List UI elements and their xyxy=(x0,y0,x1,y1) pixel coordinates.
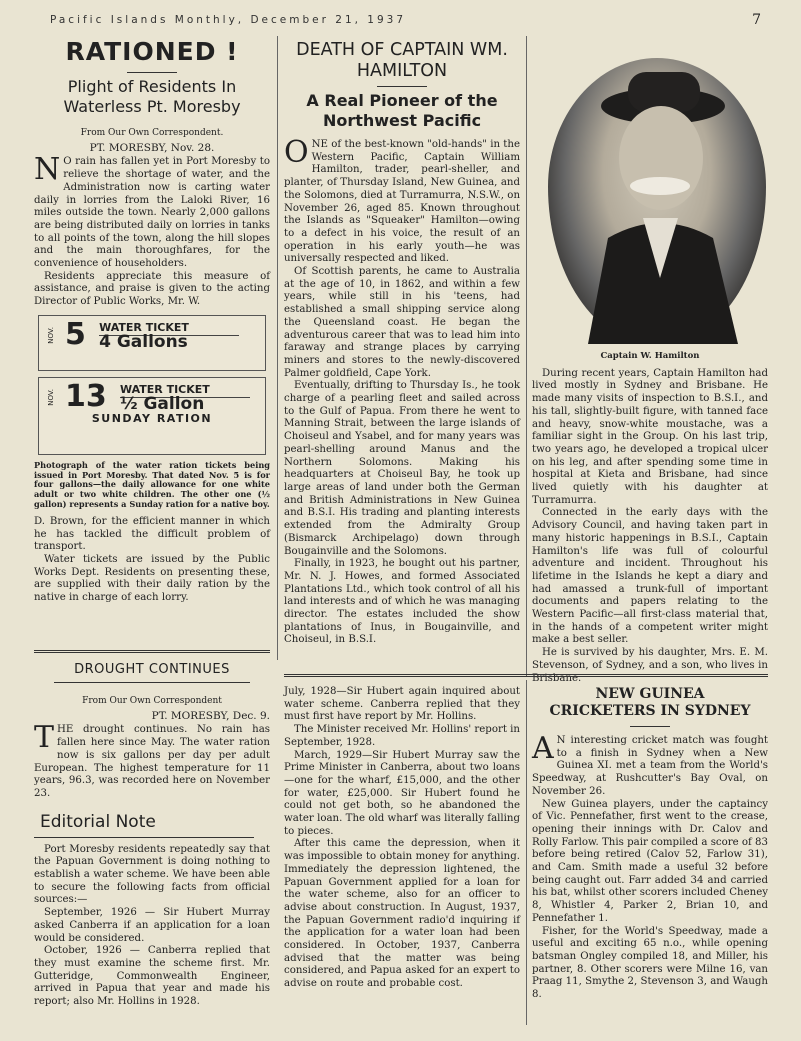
section-divider xyxy=(34,650,270,653)
ticket-title: WATER TICKET xyxy=(99,322,239,336)
cricket-paragraph-3: Fisher, for the World's Speedway, made a useful and exciting 65 n.o., while opening batsman Ongley compiled 18, and Miller, his partner, 8. Other scorers were Milne 16, van Praag 11, Smythe 2, Stevenson 3, and Waugh 8. xyxy=(532,925,768,1001)
ticket-month: NOV. xyxy=(47,326,55,344)
dropcap: N xyxy=(34,152,61,188)
hamilton-subtitle: A Real Pioneer of the Northwest Pacific xyxy=(306,91,498,130)
title-rule xyxy=(34,837,254,838)
water-ticket-nov-5 xyxy=(38,315,266,371)
hamilton-paragraph-1: ONE of the best-known "old-hands" in the Western Pacific, Captain William Hamilton, trader, pearl-sheller, and planter, of Thursday Island, New Guinea, and the Solomons, died at Turramurra, N.S.W., on November 26, aged 85. Known throughout the Islands as "Squeaker" Hamilton—owing to a defect in his voice, the result of an operation in his early youth—he was universally respected and liked. xyxy=(284,135,520,265)
hamilton-paragraph-4: Finally, in 1923, he bought out his partner, Mr. N. J. Howes, and formed Associated Plantations Ltd., which took control of all his land interests and of which he was managing director. The estates included the show plantations of Inus, in Bougainville, and Choiseul, in B.S.I. xyxy=(284,558,520,646)
rationed-paragraph-1: N O rain has fallen yet in Port Moresby to relieve the shortage of water, and the Administration now is carting water daily in lorries from the Laloki River, 16 miles outside the town. Nearly 2,000 gallons are being distributed daily on lorries in tanks to all points of the town, along the hill slopes and the main thoroughfares, for the convenience of householders. xyxy=(34,152,270,270)
hamilton-paragraph-7: He is survived by his daughter, Mrs. E. M. Stevenson, of Sydney, and a son, who lives in Brisbane. xyxy=(532,647,768,684)
editorial-paragraph-4: July, 1928—Sir Hubert again inquired about water scheme. Canberra replied that they must first have report by Mr. Hollins. xyxy=(284,686,520,723)
editorial-paragraph-6: March, 1929—Sir Hubert Murray saw the Prime Minister in Canberra, about two loans—one for the wharf, £15,000, and the other for water, £25,000. Sir Hubert found he could not get both, so he abandoned the water loan. The old wharf was literally falling to pieces. xyxy=(284,749,520,837)
dropcap: T xyxy=(34,720,55,756)
column-divider xyxy=(277,36,278,660)
running-head: Pacific Islands Monthly, December 21, 1937 xyxy=(50,14,407,26)
column-divider xyxy=(526,36,527,676)
dropcap: O xyxy=(284,135,309,170)
rationed-paragraph-4: Water tickets are issued by the Public Works Dept. Residents on presenting these, are supplied with their daily ration by the native in charge of each lorry. xyxy=(34,553,270,604)
cricket-paragraph-1: A N interesting cricket match was fought to a finish in Sydney when a New Guinea XI. met a team from the World's Speedway, at Rushcutter's Bay Oval, on November 26. xyxy=(532,731,768,797)
hamilton-paragraph-2: Of Scottish parents, he came to Australia at the age of 10, in 1862, and within a few years, while still in his 'teens, had established a small shipping service along the Queensland coast. He began the adventurous career that was to lead him into faraway and strange places by carrying miners and stores to the newly-discovered Palmer goldfield, Cape York. xyxy=(284,266,520,379)
title-rule xyxy=(127,72,177,73)
title-rule xyxy=(630,726,670,727)
editorial-paragraph-2: September, 1926 — Sir Hubert Murray asked Canberra if an application for a loan would be considered. xyxy=(34,907,270,944)
hamilton-article-col1 xyxy=(284,40,520,647)
cricket-paragraph-2: New Guinea players, under the captaincy of Vic. Pennefather, first went to the crease, opening their innings with Dr. Calov and Rolly Farlow. This pair compiled a score of 83 before being retired (Calov 52, Farlow 31), and Cam. Smith made a useful 32 before being caught out. Farr added 34 and carried his bat, whilst other scorers included Cheney 8, Whistler 4, Parker 2, Brian 10, and Pennefather 1. xyxy=(532,798,769,924)
ticket-amount: 4 Gallons xyxy=(99,331,188,352)
rationed-dateline: PT. MORESBY, Nov. 28. xyxy=(89,141,215,154)
drought-dateline: PT. MORESBY, Dec. 9. xyxy=(151,709,270,722)
captain-hamilton-portrait xyxy=(548,58,766,344)
ticket-month: NOV. xyxy=(47,388,55,406)
portrait-figure xyxy=(548,58,766,344)
ticket-amount: ½ Gallon xyxy=(119,393,205,414)
editorial-paragraph-5: The Minister received Mr. Hollins' report in September, 1928. xyxy=(284,724,520,748)
ticket-number: 5 xyxy=(64,316,86,352)
rationed-byline: From Our Own Correspondent. xyxy=(80,128,224,138)
editorial-paragraph-7: After this came the depression, when it was impossible to obtain money for anything. Immediately the depression lightened, the Papuan Government applied for a loan for the water scheme, also for an officer to advise about construction. In August, 1937, the Papuan Government radio'd inquiring if the application for a water loan had been considered. In October, 1937, Canberra advised that the matter was being considered, and Papua asked for an expert to advise on route and probable cost. xyxy=(284,838,520,990)
drought-article xyxy=(34,662,270,1009)
rationed-paragraph-3: D. Brown, for the efficient manner in which he has tackled the difficult problem of transport. xyxy=(34,515,270,553)
rationed-paragraph-2: Residents appreciate this measure of assistance, and praise is given to the acting Director of Public Works, Mr. W. xyxy=(34,270,270,308)
water-ticket-nov-13 xyxy=(38,377,266,455)
portrait-caption: Captain W. Hamilton xyxy=(600,351,700,361)
dropcap: A xyxy=(532,731,554,766)
ticket-number: 13 xyxy=(64,378,107,414)
rationed-article xyxy=(34,36,270,605)
rationed-subtitle: Plight of Residents In Waterless Pt. Moresby xyxy=(63,77,241,116)
hamilton-paragraph-3: Eventually, drifting to Thursday Is., he took charge of a pearling fleet and sailed across to the Gulf of Papua. From there he went to Manning Strait, between the large islands of Choiseul and Ysabel, and for many years was pearl-shelling around Manus and the Northern Solomons. Making his headquarters at Choiseul Bay, he took up large areas of land under both the German and British Administrations in New Guinea and B.S.I. His trading and planting interests extended from the Admiralty Group (Bismarck Archipelago) down through Bougainville and the Solomons. xyxy=(284,380,520,557)
hamilton-title: DEATH OF CAPTAIN WM. HAMILTON xyxy=(296,40,508,81)
editorial-title: Editorial Note xyxy=(40,811,156,832)
section-divider xyxy=(284,674,768,677)
hamilton-paragraph-5: During recent years, Captain Hamilton had lived mostly in Sydney and Brisbane. He made many visits of inspection to B.S.I., and his tall, slightly-built figure, with tanned face and heavy, snow-white moustache, was a familiar sight in the Group. On his last trip, two years ago, he developed a tropical ulcer on his leg, and after spending some time in hospital at Kieta and Brisbane, had since lived quietly with his daughter at Turramurra. xyxy=(532,367,768,506)
drought-paragraph: THE drought continues. No rain has fallen here since May. The water ration now is six gallons per day per adult European. The highest temperature for 11 years, 96.3, was recorded here on November 23. xyxy=(34,720,270,799)
ticket-footer: SUNDAY RATION xyxy=(91,412,213,426)
cricket-article xyxy=(532,686,768,1002)
title-rule xyxy=(377,86,427,87)
hamilton-article-col2 xyxy=(532,350,768,685)
drought-byline: From Our Own Correspondent xyxy=(82,696,222,706)
column-divider xyxy=(526,680,527,1025)
editorial-paragraph-3: October, 1926 — Canberra replied that they must examine the scheme first. Mr. Gutteridge, Commonwealth Engineer, arrived in Papua that year and made his report; also Mr. Hollins in 1928. xyxy=(34,945,270,1008)
cricket-title: NEW GUINEA CRICKETERS IN SYDNEY xyxy=(549,686,751,719)
rationed-title: RATIONED ! xyxy=(65,37,239,66)
editorial-article-cont xyxy=(284,686,520,991)
editorial-paragraph-1: Port Moresby residents repeatedly say that the Papuan Government is doing nothing to establish a water scheme. We have been able to secure the following facts from official sources:— xyxy=(34,843,270,906)
ticket-title: WATER TICKET xyxy=(120,384,250,398)
drought-title: DROUGHT CONTINUES xyxy=(54,662,250,683)
page-number: 7 xyxy=(752,12,761,28)
tickets-caption: Photograph of the water ration tickets being issued in Port Moresby. That dated Nov. 5 is for four gallons—the daily allowance for one white adult or two white children. The other one (½ gallon) represents a Sunday ration for a native boy. xyxy=(34,459,270,510)
hamilton-paragraph-6: Connected in the early days with the Advisory Council, and having taken part in many historic happenings in B.S.I., Captain Hamilton's life was full of colourful adventure and incident. Throughout his lifetime in the Islands he kept a diary and had amassed a trunk-full of important documents and papers relating to the Western Pacific—all first-class material that, in the hands of a competent writer might make a best seller. xyxy=(532,507,768,646)
